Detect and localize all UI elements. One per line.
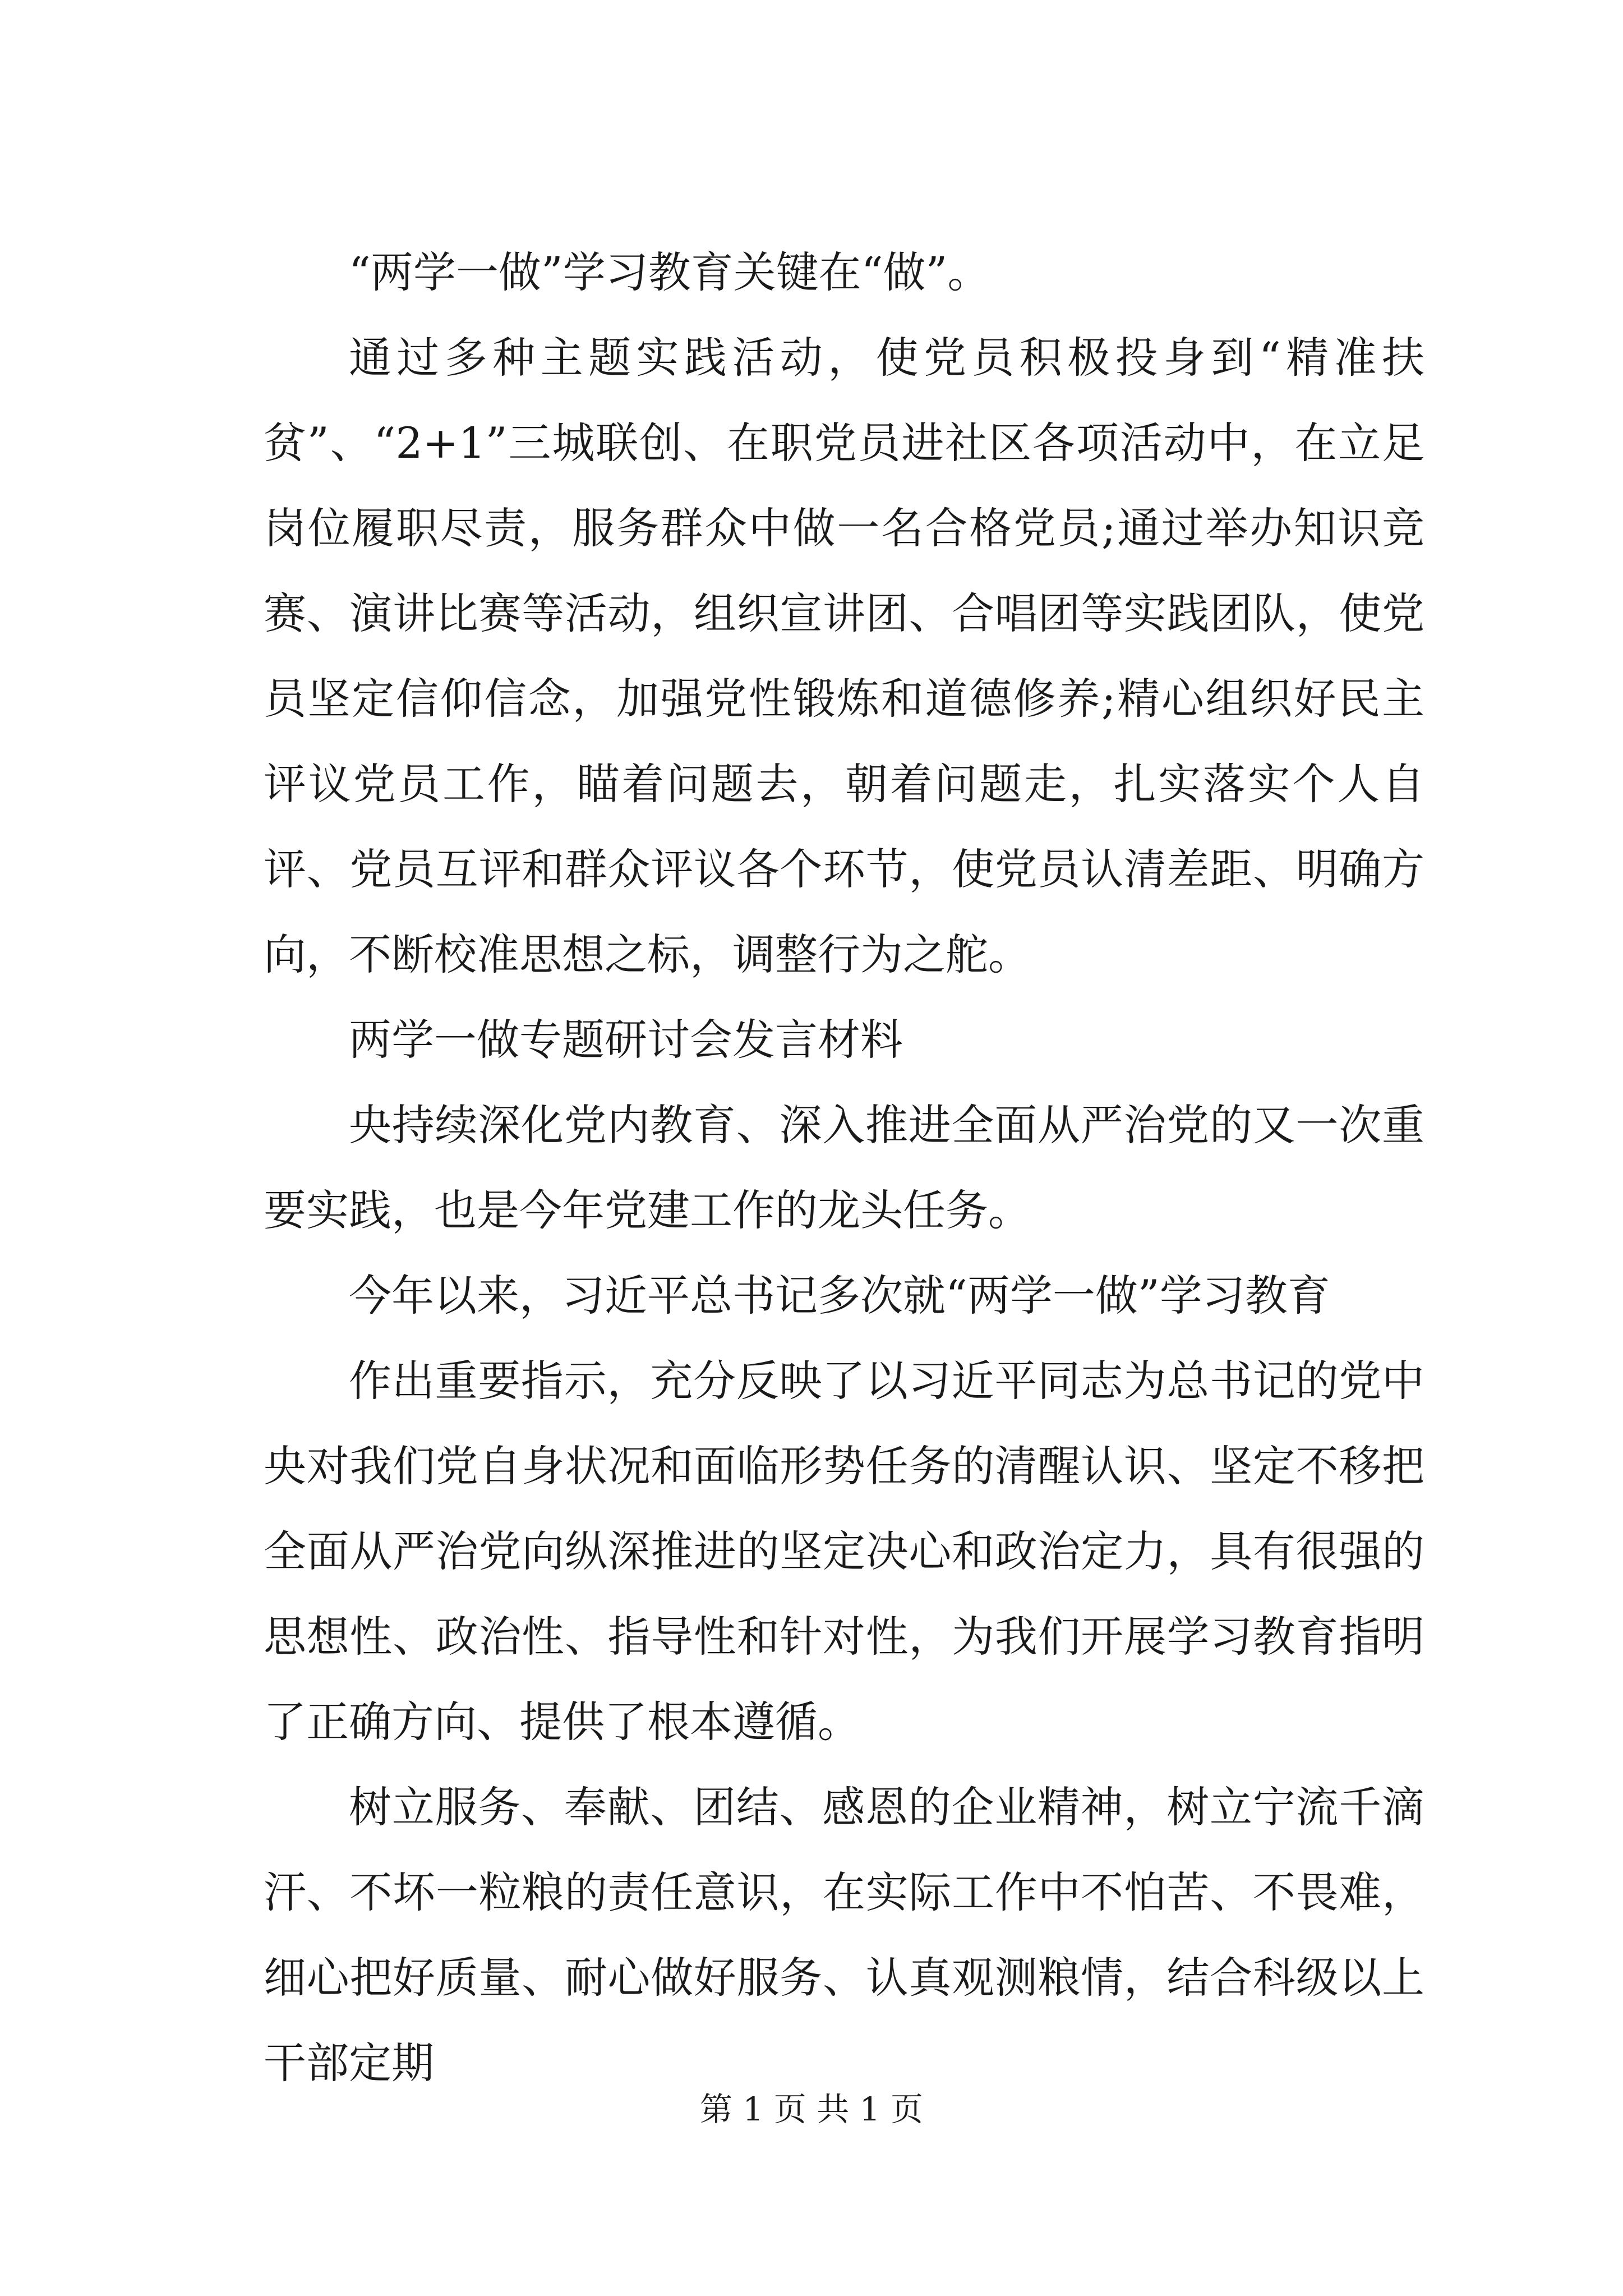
paragraph: 作出重要指示，充分反映了以习近平同志为总书记的党中央对我们党自身状况和面临形势任务的清醒认识、坚定不移把全面从严治党向纵深推进的坚定决心和政治定力，具有很强的思想性、政治性、指导性和针对性，为我们开展学习教育指明了正确方向、提供了根本遵循。 bbox=[264, 1356, 1424, 1747]
paragraph: 树立服务、奉献、团结、感恩的企业精神，树立宁流千滴汗、不坏一粒粮的责任意识，在实际工作中不怕苦、不畏难，细心把好质量、耐心做好服务、认真观测粮情，结合科级以上干部定期 bbox=[264, 1782, 1424, 2088]
paragraph-heading: 两学一做专题研讨会发言材料 bbox=[349, 1015, 903, 1065]
document-body bbox=[264, 230, 1424, 2106]
page-number-footer: 第 1 页 共 1 页 bbox=[700, 2090, 923, 2128]
paragraph: “两学一做”学习教育关键在“做”。 bbox=[349, 247, 990, 297]
paragraph: 通过多种主题实践活动，使党员积极投身到“精准扶贫”、“2+1”三城联创、在职党员进社区各项活动中，在立足岗位履职尽责，服务群众中做一名合格党员;通过举办知识竞赛、演讲比赛等活动，组织宣讲团、合唱团等实践团队，使党员坚定信仰信念，加强党性锻炼和道德修养;精心组织好民主评议党员工作，瞄着问题去，朝着问题走，扎实落实个人自评、党员互评和群众评议各个环节，使党员认清差距、明确方向，不断校准思想之标，调整行为之舵。 bbox=[264, 333, 1424, 979]
paragraph: 央持续深化党内教育、深入推进全面从严治党的又一次重要实践，也是今年党建工作的龙头任务。 bbox=[264, 1100, 1424, 1235]
paragraph: 今年以来，习近平总书记多次就“两学一做”学习教育 bbox=[349, 1271, 1330, 1320]
